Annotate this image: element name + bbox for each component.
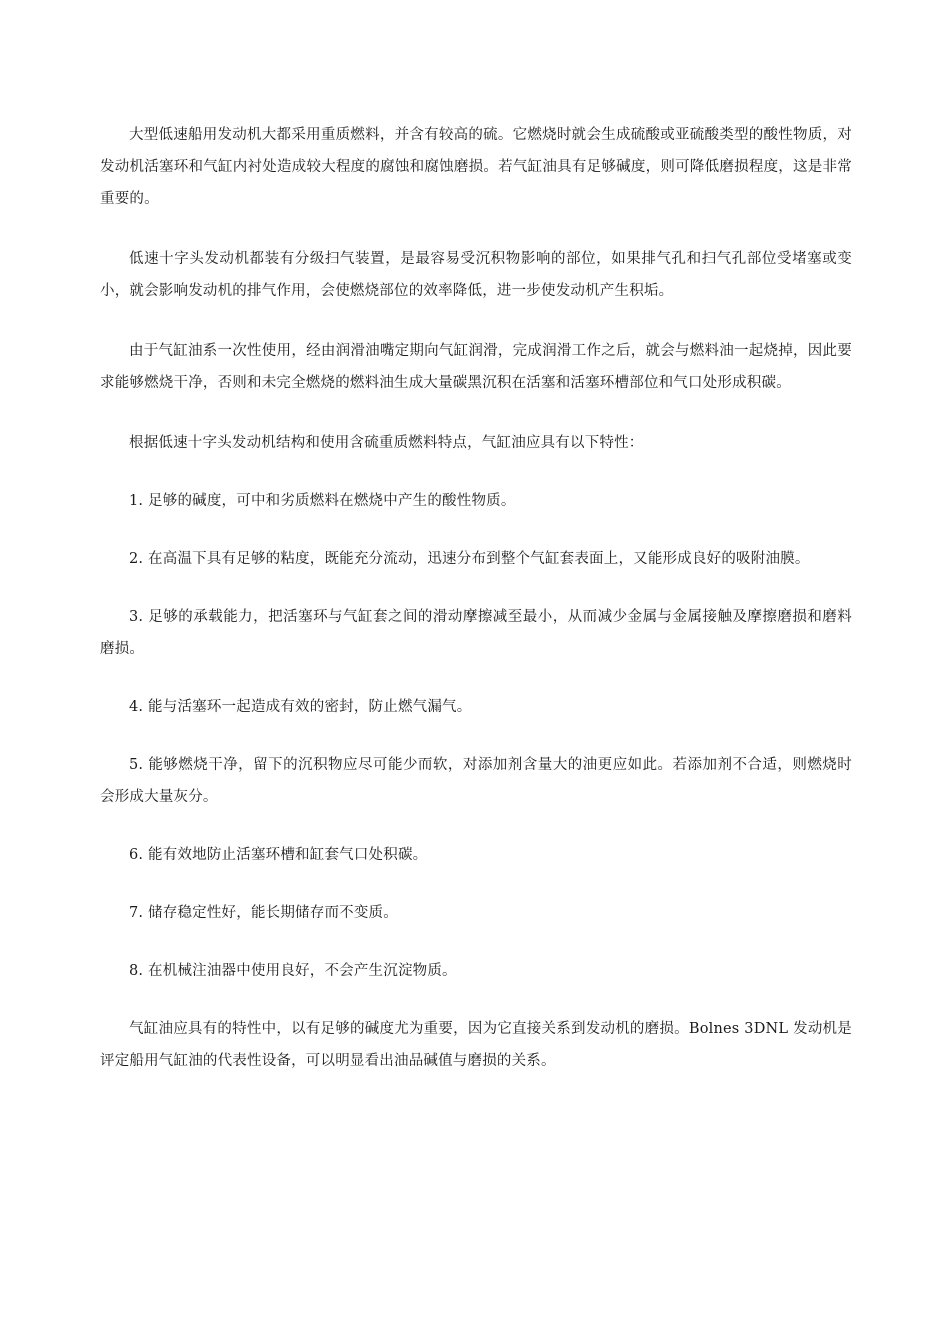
list-item: 7. 储存稳定性好，能长期储存而不变质。 <box>129 905 398 921</box>
paragraph-scavenging: 低速十字头发动机都装有分级扫气装置，是最容易受沉积物影响的部位，如果排气孔和扫气孔部位受堵塞或变小，就会影响发动机的排气作用，会使燃烧部位的效率降低，进一步使发动机产生积垢。 <box>100 251 852 299</box>
paragraph-combustion: 由于气缸油系一次性使用，经由润滑油嘴定期向气缸润滑，完成润滑工作之后，就会与燃料油一起烧掉，因此要求能够燃烧干净，否则和未完全燃烧的燃料油生成大量碳黑沉积在活塞和活塞环槽部位和气口处形成积碳。 <box>100 343 852 391</box>
list-item: 4. 能与活塞环一起造成有效的密封，防止燃气漏气。 <box>129 699 472 715</box>
list-item: 5. 能够燃烧干净，留下的沉积物应尽可能少而软，对添加剂含量大的油更应如此。若添加剂不合适，则燃烧时会形成大量灰分。 <box>100 757 852 805</box>
document-body <box>100 119 852 1105</box>
paragraph-requirements-intro: 根据低速十字头发动机结构和使用含硫重质燃料特点，气缸油应具有以下特性： <box>129 435 644 451</box>
paragraph-sulfur-corrosion: 大型低速船用发动机大都采用重质燃料，并含有较高的硫。它燃烧时就会生成硫酸或亚硫酸类型的酸性物质，对发动机活塞环和气缸内衬处造成较大程度的腐蚀和腐蚀磨损。若气缸油具有足够碱度，则可降低磨损程度，这是非常重要的。 <box>100 127 852 207</box>
list-item: 1. 足够的碱度，可中和劣质燃料在燃烧中产生的酸性物质。 <box>129 493 516 509</box>
list-item: 2. 在高温下具有足够的粘度，既能充分流动，迅速分布到整个气缸套表面上，又能形成良好的吸附油膜。 <box>129 551 810 567</box>
list-item: 6. 能有效地防止活塞环槽和缸套气口处积碳。 <box>129 847 428 863</box>
list-item: 3. 足够的承载能力，把活塞环与气缸套之间的滑动摩擦减至最小，从而减少金属与金属接触及摩擦磨损和磨料磨损。 <box>100 609 852 657</box>
list-item: 8. 在机械注油器中使用良好，不会产生沉淀物质。 <box>129 963 457 979</box>
paragraph-closing: 气缸油应具有的特性中，以有足够的碱度尤为重要，因为它直接关系到发动机的磨损。Bolnes 3DNL 发动机是评定船用气缸油的代表性设备，可以明显看出油品碱值与磨损的关系。 <box>100 1021 852 1069</box>
